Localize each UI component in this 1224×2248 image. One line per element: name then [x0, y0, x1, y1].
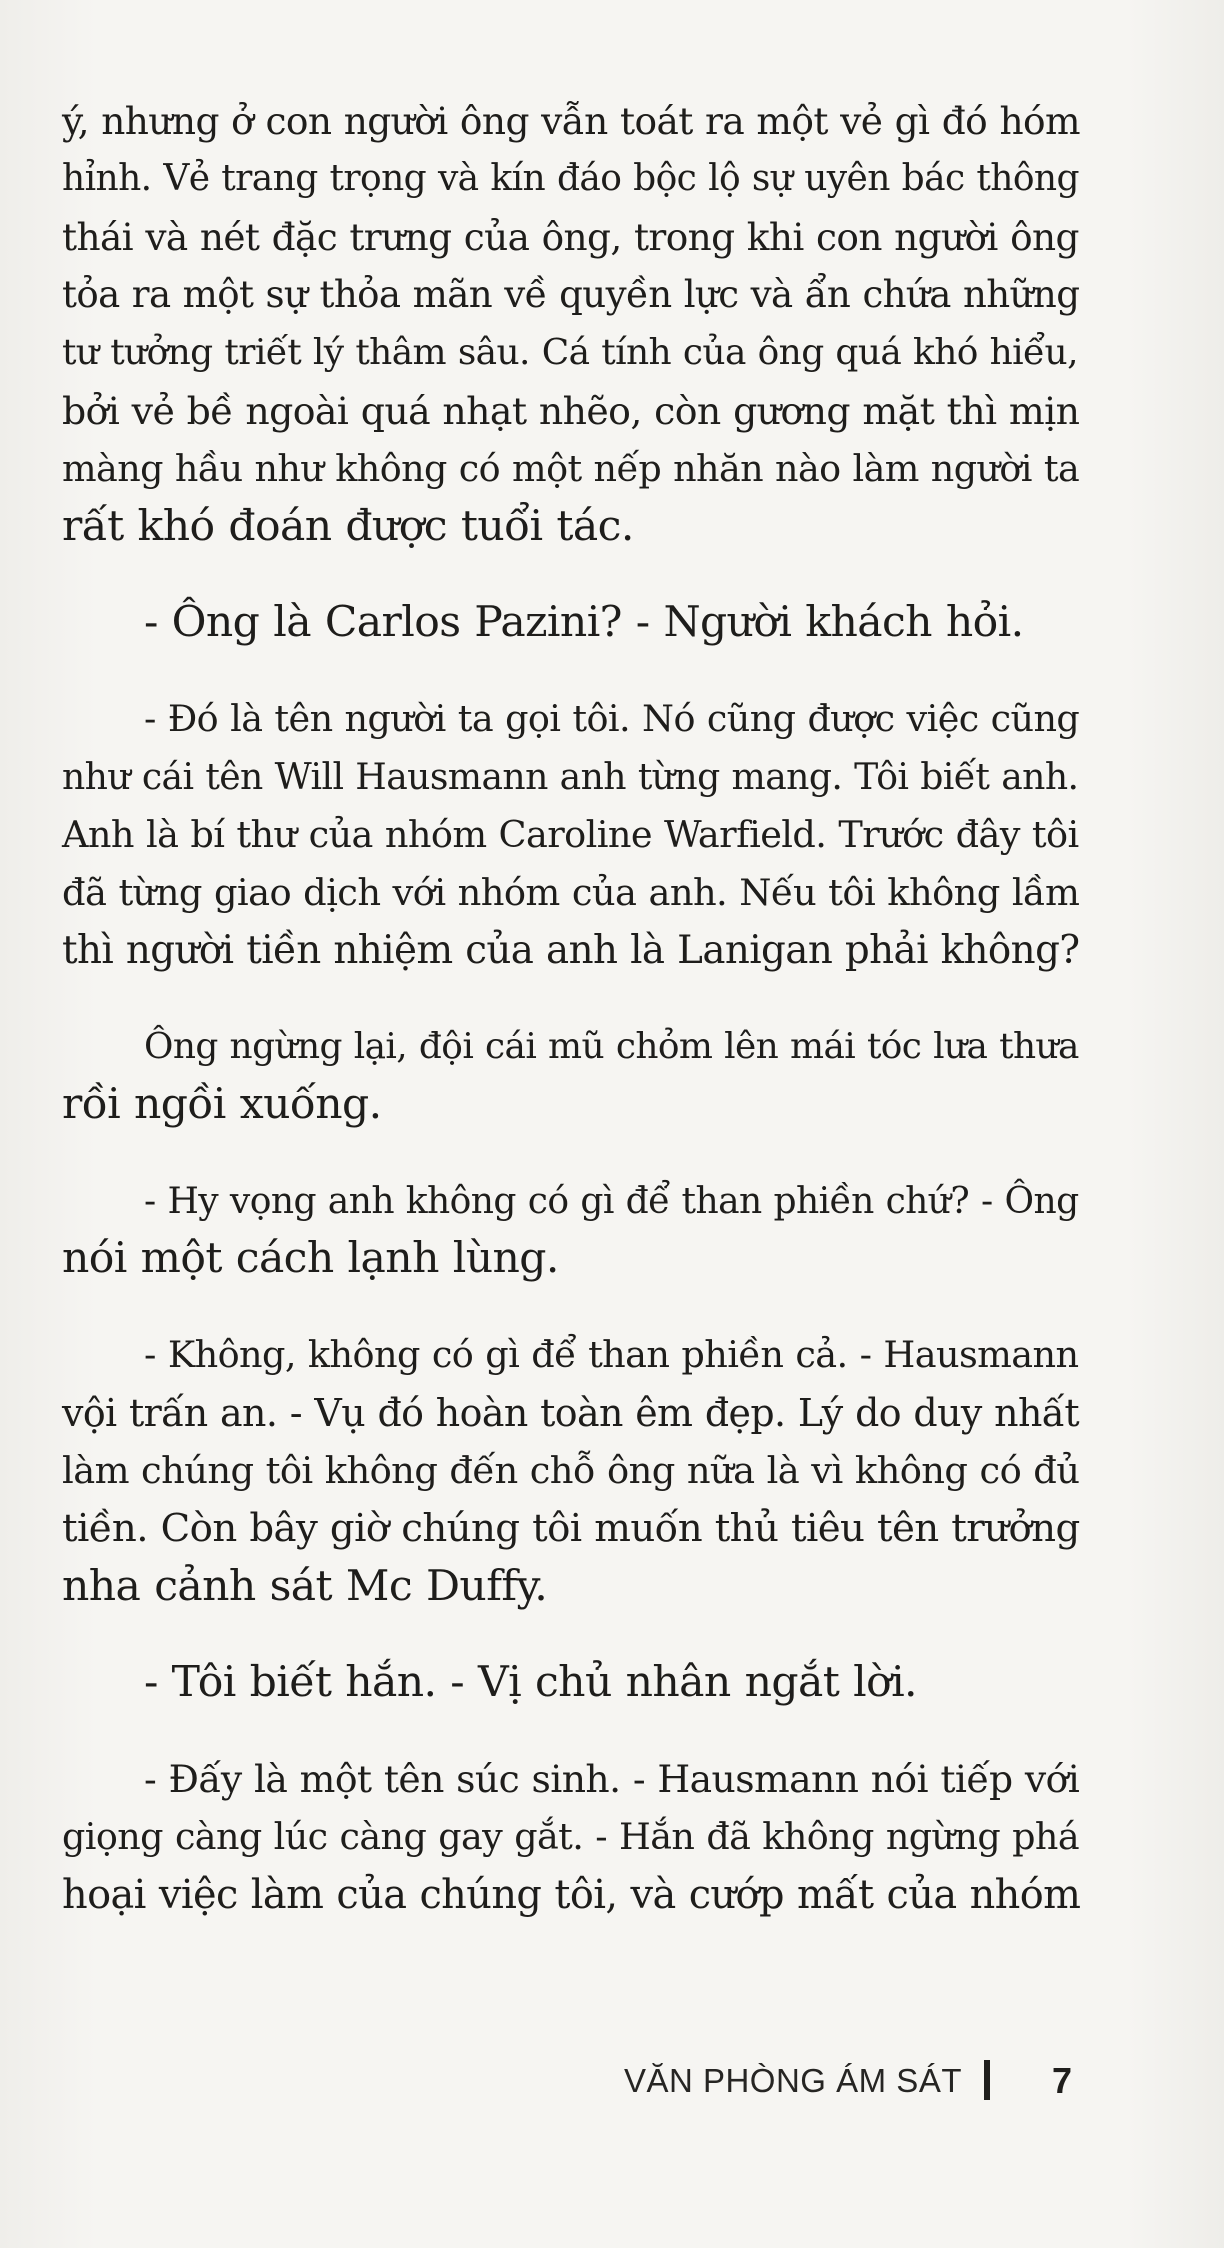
text-line: rất khó đoán được tuổi tác.: [62, 502, 634, 551]
paragraph: [62, 690, 1082, 980]
paragraph-spacing: [62, 556, 1082, 594]
page-number: 7: [1052, 2060, 1073, 2101]
paragraph: [62, 1750, 1082, 1924]
paragraph-spacing: [62, 1616, 1082, 1654]
text-line: tỏa ra một sự thỏa mãn về quyền lực và ẩn chứa những: [62, 273, 1080, 316]
paragraph: [62, 1018, 1082, 1134]
paragraph: [62, 92, 1082, 556]
paragraph: [62, 1326, 1082, 1616]
text-line: Ông ngừng lại, đội cái mũ chỏm lên mái tóc lưa thưa: [144, 1026, 1079, 1067]
text-line: vội trấn an. - Vụ đó hoàn toàn êm đẹp. Lý do duy nhất: [62, 1391, 1080, 1435]
text-line: làm chúng tôi không đến chỗ ông nữa là vì không có đủ: [62, 1449, 1080, 1492]
text-line: đã từng giao dịch với nhóm của anh. Nếu tôi không lầm: [62, 871, 1080, 914]
text-line: màng hầu như không có một nếp nhăn nào làm người ta: [62, 447, 1080, 490]
text-line: - Đấy là một tên súc sinh. - Hausmann nói tiếp với: [144, 1757, 1080, 1801]
text-line: tư tưởng triết lý thâm sâu. Cá tính của ông quá khó hiểu,: [62, 332, 1078, 373]
page-footer: [0, 2056, 1224, 2116]
text-line: nha cảnh sát Mc Duffy.: [62, 1562, 548, 1611]
paragraph-spacing: [62, 652, 1082, 690]
text-line: thái và nét đặc trưng của ông, trong khi con người ông: [62, 215, 1079, 259]
text-line: - Không, không có gì để than phiền cả. - Hausmann: [144, 1333, 1079, 1376]
text-line: giọng càng lúc càng gay gắt. - Hắn đã không ngừng phá: [62, 1815, 1079, 1858]
text-line: - Hy vọng anh không có gì để than phiền chứ? - Ông: [144, 1180, 1079, 1222]
paragraph-spacing: [62, 1712, 1082, 1750]
text-line: ý, nhưng ở con người ông vẫn toát ra một vẻ gì đó hóm: [62, 99, 1080, 143]
text-line: rồi ngồi xuống.: [62, 1080, 382, 1129]
text-line: tiền. Còn bây giờ chúng tôi muốn thủ tiêu tên trưởng: [62, 1506, 1080, 1551]
text-line: - Đó là tên người ta gọi tôi. Nó cũng được việc cũng: [144, 697, 1080, 740]
text-line: nói một cách lạnh lùng.: [62, 1234, 559, 1283]
text-line: hoại việc làm của chúng tôi, và cướp mất của nhóm: [62, 1872, 1081, 1918]
text-line: - Ông là Carlos Pazini? - Người khách hỏi.: [144, 598, 1024, 647]
text-line: - Tôi biết hắn. - Vị chủ nhân ngắt lời.: [144, 1658, 917, 1707]
text-line: thì người tiền nhiệm của anh là Lanigan phải không?: [62, 928, 1080, 973]
text-line: như cái tên Will Hausmann anh từng mang. Tôi biết anh.: [62, 755, 1079, 798]
body-text: [62, 92, 1082, 1924]
running-title: VĂN PHÒNG ÁM SÁT: [623, 2062, 962, 2099]
paragraph: [62, 1654, 1082, 1712]
text-line: bởi vẻ bề ngoài quá nhạt nhẽo, còn gương mặt thì mịn: [62, 389, 1080, 433]
text-line: Anh là bí thư của nhóm Caroline Warfield. Trước đây tôi: [62, 813, 1079, 856]
paragraph-spacing: [62, 1288, 1082, 1326]
paragraph-spacing: [62, 1134, 1082, 1172]
paragraph: [62, 1172, 1082, 1288]
footer-divider: [984, 2060, 990, 2100]
paragraph: [62, 594, 1082, 652]
text-line: hỉnh. Vẻ trang trọng và kín đáo bộc lộ sự uyên bác thông: [62, 158, 1079, 199]
paragraph-spacing: [62, 980, 1082, 1018]
